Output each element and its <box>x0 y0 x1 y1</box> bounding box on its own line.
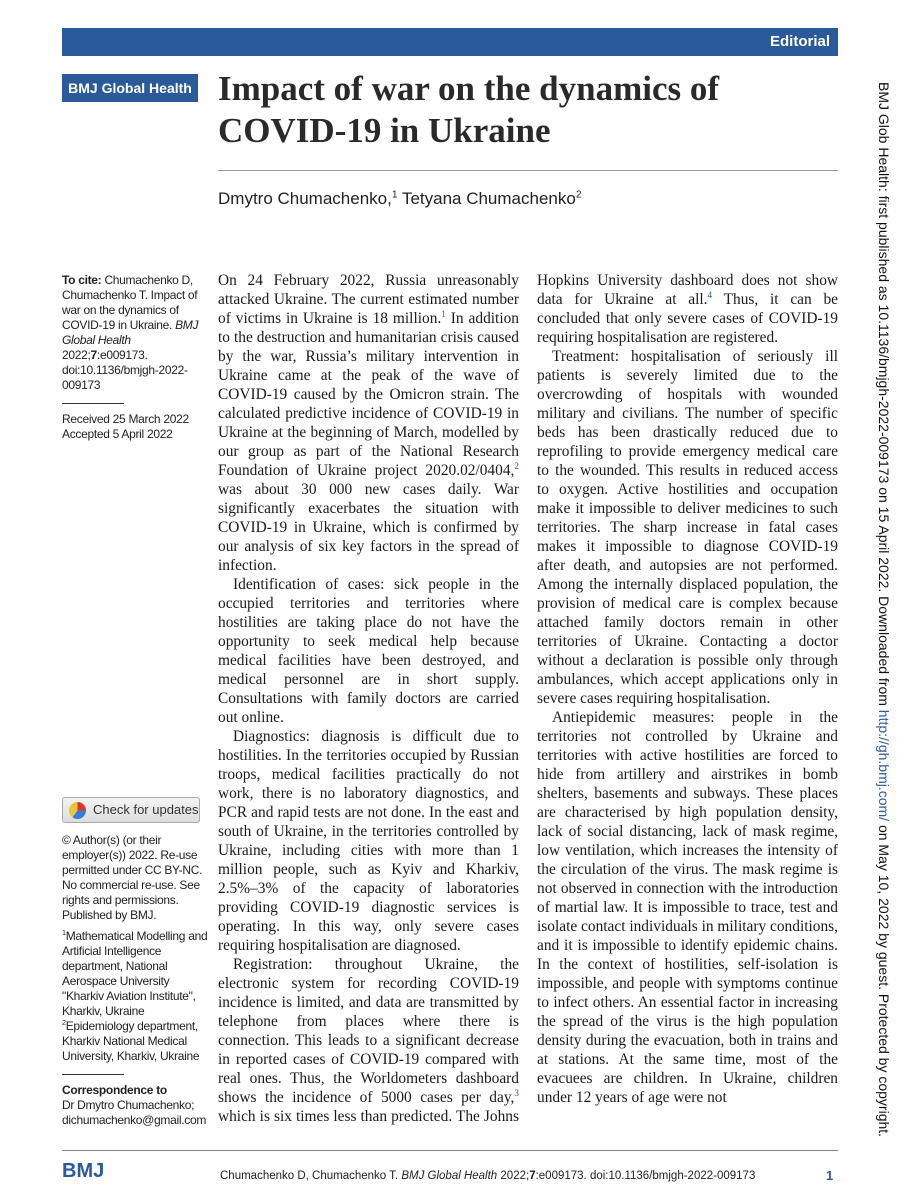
reference-link[interactable]: 1 <box>441 308 446 319</box>
journal-badge: BMJ Global Health <box>62 74 198 102</box>
footer-citation: Chumachenko D, Chumachenko T. BMJ Global Health 2022;7:e009173. doi:10.1136/bmjgh-2022-009173 <box>220 1170 756 1182</box>
author-affiliation: 1 <box>391 189 398 201</box>
sidebar-divider <box>62 1074 124 1075</box>
paragraph-registration: Registration: throughout Ukraine, the electronic system for recording COVID-19 incidence is limited, and data are transmitted by telephone from places where there is connection. This leads to a significant decrease in reported cases of COVID-19 compared with real ones. Thus, the Worldometers dashboard shows the incidence of 5000 cases per day,$^3$ which is six times less than predicted. The Johns Hopkins University dashboard does not show data for Ukraine at all.$^4$ Thus, it can be concluded that only severe cases of COVID-19 requiring hospitalisation are registered. <box>218 272 838 1125</box>
correspondence-label: Correspondence to <box>62 1083 167 1097</box>
journal-link[interactable]: http://gh.bmj.com/ <box>876 709 892 822</box>
cite-journal: BMJ Global Health <box>62 318 199 347</box>
accepted-date: Accepted 5 April 2022 <box>62 427 173 441</box>
paragraph-treatment: Treatment: hospitalisation of seriously ill patients is severely limited due to the overcrowding of hospitals with wounded military and civilians. The number of specific beds has been drastically reduced due to reprofiling to provide emergency medical care to the wounded. This results in reduced access to oxygen. Active hostilities and occupation make it impossible to deliver medicines to such territories. The sharp increase in fatal cases makes it impossible to diagnose COVID-19 after death, and autopsies are not performed. Among the internally displaced population, the provision of medical care is complex because attached family doctors remain in other territories of Ukraine. Contacting a doctor without a declaration is possible only through ambulances, which accept applications only in severe cases requiring hospitalisation. <box>537 348 838 707</box>
author-name: Tetyana Chumachenko <box>401 189 576 208</box>
citation-block <box>62 273 208 393</box>
correspondence <box>62 1083 208 1128</box>
affiliations: $^1$Mathematical Modelling and Artificial Intelligence department, National Aerospace University "Kharkiv Aviation Institute", Kharkiv, Ukraine $^2$Epidemiology department, Kharkiv National Medical University, Kharkiv, Ukraine <box>62 928 208 1063</box>
dates-block <box>62 412 208 442</box>
article-body <box>218 271 838 1126</box>
received-date: Received 25 March 2022 <box>62 412 189 426</box>
footer-divider <box>62 1150 838 1151</box>
paragraph-identification: Identification of cases: sick people in the occupied territories and territories where hostilities are taking place do not have the opportunity to seek medical help because medical facilities have been destroyed, and medical personnel are in short supply. Consultations with family doctors are carried out online. <box>218 576 519 726</box>
bmj-logo: BMJ <box>62 1160 105 1182</box>
section-bar <box>62 28 838 56</box>
reference-link[interactable]: 4 <box>707 289 713 300</box>
crossmark-icon <box>69 802 86 819</box>
reference-link[interactable]: 2 <box>514 460 519 471</box>
author-list <box>218 189 582 209</box>
affiliation-1: Mathematical Modelling and Artificial Intelligence department, National Aerospace University "Kharkiv Aviation Institute", Kharkiv, Ukraine <box>62 929 208 1018</box>
cite-label: To cite: <box>62 273 102 287</box>
page-number: 1 <box>826 1168 834 1183</box>
cite-text: Chumachenko D, Chumachenko T. Impact of war on the dynamics of COVID-19 in Ukraine. <box>62 273 198 332</box>
copyright-notice: © Author(s) (or their employer(s)) 2022. Re-use permitted under CC BY-NC. No commercial re-use. See rights and permissions. Published by BMJ. <box>62 833 203 922</box>
paragraph-antiepidemic: Antiepidemic measures: people in the territories not controlled by Ukraine and territories with active hostilities are forced to hide from artillery and airstrikes in bomb shelters, basements and subways. These places are characterised by high population density, lack of social distancing, lack of mask regime, low ventilation, which increases the intensity of the circulation of the virus. The mask regime is not observed in connection with the introduction of martial law. It is impossible to trace, test and isolate contact individuals in military conditions, and it is impossible to identify epidemic chains. In the context of hostilities, self-isolation is impossible, and people with symptoms continue to infect others. An essential factor in increasing the spread of the virus is the high population density during the evacuation, both in trains and at stations. At the same time, most of the evacuees are children. In Ukraine, children under 12 years of age were not <box>537 709 838 1106</box>
margin-notice: BMJ Glob Health: first published as 10.1136/bmjgh-2022-009173 on 15 April 2022. Downloaded from http://gh.bmj.com/ on May 10, 2022 by guest. Protected by copyright. <box>876 82 892 1138</box>
title-divider <box>218 170 838 171</box>
check-for-updates-button[interactable] <box>62 797 200 823</box>
author-affiliation: 2 <box>575 189 582 201</box>
reference-link[interactable]: 3 <box>514 1087 519 1098</box>
correspondence-email[interactable]: dichumachenko@gmail.com <box>62 1113 207 1127</box>
cite-year: 2022; <box>62 348 91 362</box>
cite-volume: 7 <box>90 348 97 362</box>
author-name: Dmytro Chumachenko, <box>218 189 392 208</box>
article-title: Impact of war on the dynamics of COVID-19 in Ukraine <box>218 69 720 150</box>
correspondence-name: Dr Dmytro Chumachenko; <box>62 1098 195 1112</box>
affiliation-2: Epidemiology department, Kharkiv National Medical University, Kharkiv, Ukraine <box>62 1019 200 1063</box>
sidebar-divider <box>62 403 124 404</box>
section-label: Editorial <box>769 33 830 50</box>
paragraph-intro: On 24 February 2022, Russia unreasonably attacked Ukraine. The current estimated number of victims in Ukraine is 18 million.$^1$ In addition to the destruction and humanitarian crisis caused by the war, Russia’s military intervention in Ukraine came at the peak of the wave of COVID-19 caused by the Omicron strain. The calculated predictive incidence of COVID-19 in Ukraine at the beginning of March, modelled by our group as part of the National Research Foundation of Ukraine project 2020.02/0404,$^2$ was about 30 000 new cases daily. War significantly exacerbates the situation with COVID-19 in Ukraine, which is confirmed by our analysis of six key factors in the spread of infection. <box>218 272 519 574</box>
check-updates-label: Check for updates <box>93 802 199 817</box>
cite-doi: :e009173. doi:10.1136/bmjgh-2022-009173 <box>62 348 188 392</box>
sidebar <box>62 273 208 1128</box>
paragraph-diagnostics: Diagnostics: diagnosis is difficult due to hostilities. In the territories occupied by Russian troops, medical facilities practically do not work, there is no laboratory diagnostics, and PCR and rapid tests are not done. In the east and south of Ukraine, in the territories controlled by Ukraine, including cities with more than 1 million people, such as Kyiv and Kharkiv, 2.5%–3% of the capacity of laboratories providing COVID-19 diagnostic services is operating. In this way, only severe cases requiring hospitalisation are diagnosed. <box>218 728 519 954</box>
